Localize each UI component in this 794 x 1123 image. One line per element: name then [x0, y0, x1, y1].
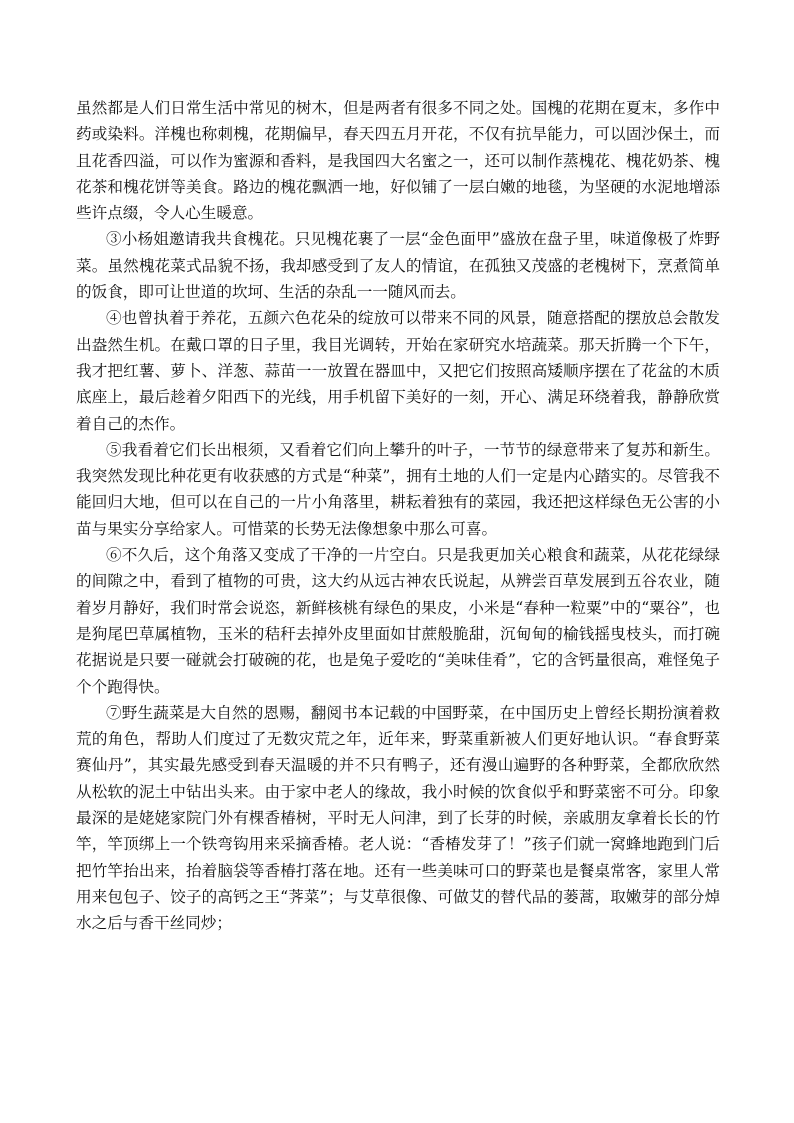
paragraph-槐花-intro: 虽然都是人们日常生活中常见的树木，但是两者有很多不同之处。国槐的花期在夏末，多作中药或染料。洋槐也称刺槐，花期偏早，春天四五月开花，不仅有抗旱能力，可以固沙保土，而且花香四溢，可以作为蜜源和香料，是我国四大名蜜之一，还可以制作蒸槐花、槐花奶茶、槐花茶和槐花饼等美食。路边的槐花飘洒一地，好似铺了一层白嫩的地毯，为坚硬的水泥地增添些许点缀，令人心生暖意。	[76, 99, 720, 223]
document-page	[76, 95, 720, 937]
paragraph-3: ③小杨姐邀请我共食槐花。只见槐花裹了一层“金色面甲”盛放在盘子里，味道像极了炸野菜。虽然槐花菜式品貌不扬，我却感受到了友人的情谊，在孤独又茂盛的老槐树下，烹煮简单的饭食，即可让世道的坎坷、生活的杂乱一一随风而去。	[76, 230, 720, 302]
paragraph-7: ⑦野生蔬菜是大自然的恩赐，翻阅书本记载的中国野菜，在中国历史上曾经长期扮演着救荒的角色，帮助人们度过了无数灾荒之年，近年来，野菜重新被人们更好地认识。“春食野菜赛仙丹”，其实最先感受到春天温暖的并不只有鸭子，还有漫山遍野的各种野菜，全都欣欣然从松软的泥土中钻出头来。由于家中老人的缘故，我小时候的饮食似乎和野菜密不可分。印象最深的是姥姥家院门外有棵香椿树，平时无人问津，到了长芽的时候，亲戚朋友拿着长长的竹竿，竿顶绑上一个铁弯钩用来采摘香椿。老人说：“香椿发芽了！”孩子们就一窝蜂地跑到门后把竹竿抬出来，抬着脑袋等香椿打落在地。还有一些美味可口的野菜也是餐桌常客，家里人常用来包包子、饺子的高钙之王“荠菜”；与艾草很像、可做艾的替代品的蒌蒿，取嫩芽的部分焯水之后与香干丝同炒；	[76, 703, 720, 933]
paragraph-6: ⑥不久后，这个角落又变成了干净的一片空白。只是我更加关心粮食和蔬菜，从花花绿绿的间隙之中，看到了植物的可贵，这大约从远古神农氏说起，从辨尝百草发展到五谷农业，随着岁月静好，我们时常会说恣，新鲜核桃有绿色的果皮，小米是“春种一粒粟”中的“粟谷”，也是狗尾巴草属植物，玉米的秸秆去掉外皮里面如甘蔗般脆甜，沉甸甸的榆钱摇曳枝头，而打碗花据说是只要一碰就会打破碗的花，也是兔子爱吃的“美味佳肴”，它的含钙量很高，难怪兔子个个跑得快。	[76, 546, 720, 696]
paragraph-5: ⑤我看着它们长出根须，又看着它们向上攀升的叶子，一节节的绿意带来了复苏和新生。我突然发现比种花更有收获感的方式是“种菜”，拥有土地的人们一定是内心踏实的。尽管我不能回归大地，但可以在自己的一片小角落里，耕耘着独有的菜园，我还把这样绿色无公害的小苗与果实分享给家人。可惜菜的长势无法像想象中那么可喜。	[76, 440, 720, 538]
paragraph-4: ④也曾执着于养花，五颜六色花朵的绽放可以带来不同的风景，随意搭配的摆放总会散发出盎然生机。在戴口罩的日子里，我目光调转，开始在家研究水培蔬菜。那天折腾一个下午，我才把红薯、萝卜、洋葱、蒜苗一一放置在器皿中，又把它们按照高矮顺序摆在了花盆的木质底座上，最后趁着夕阳西下的光线，用手机留下美好的一刻，开心、满足环绕着我，静静欣赏着自己的杰作。	[76, 309, 720, 433]
